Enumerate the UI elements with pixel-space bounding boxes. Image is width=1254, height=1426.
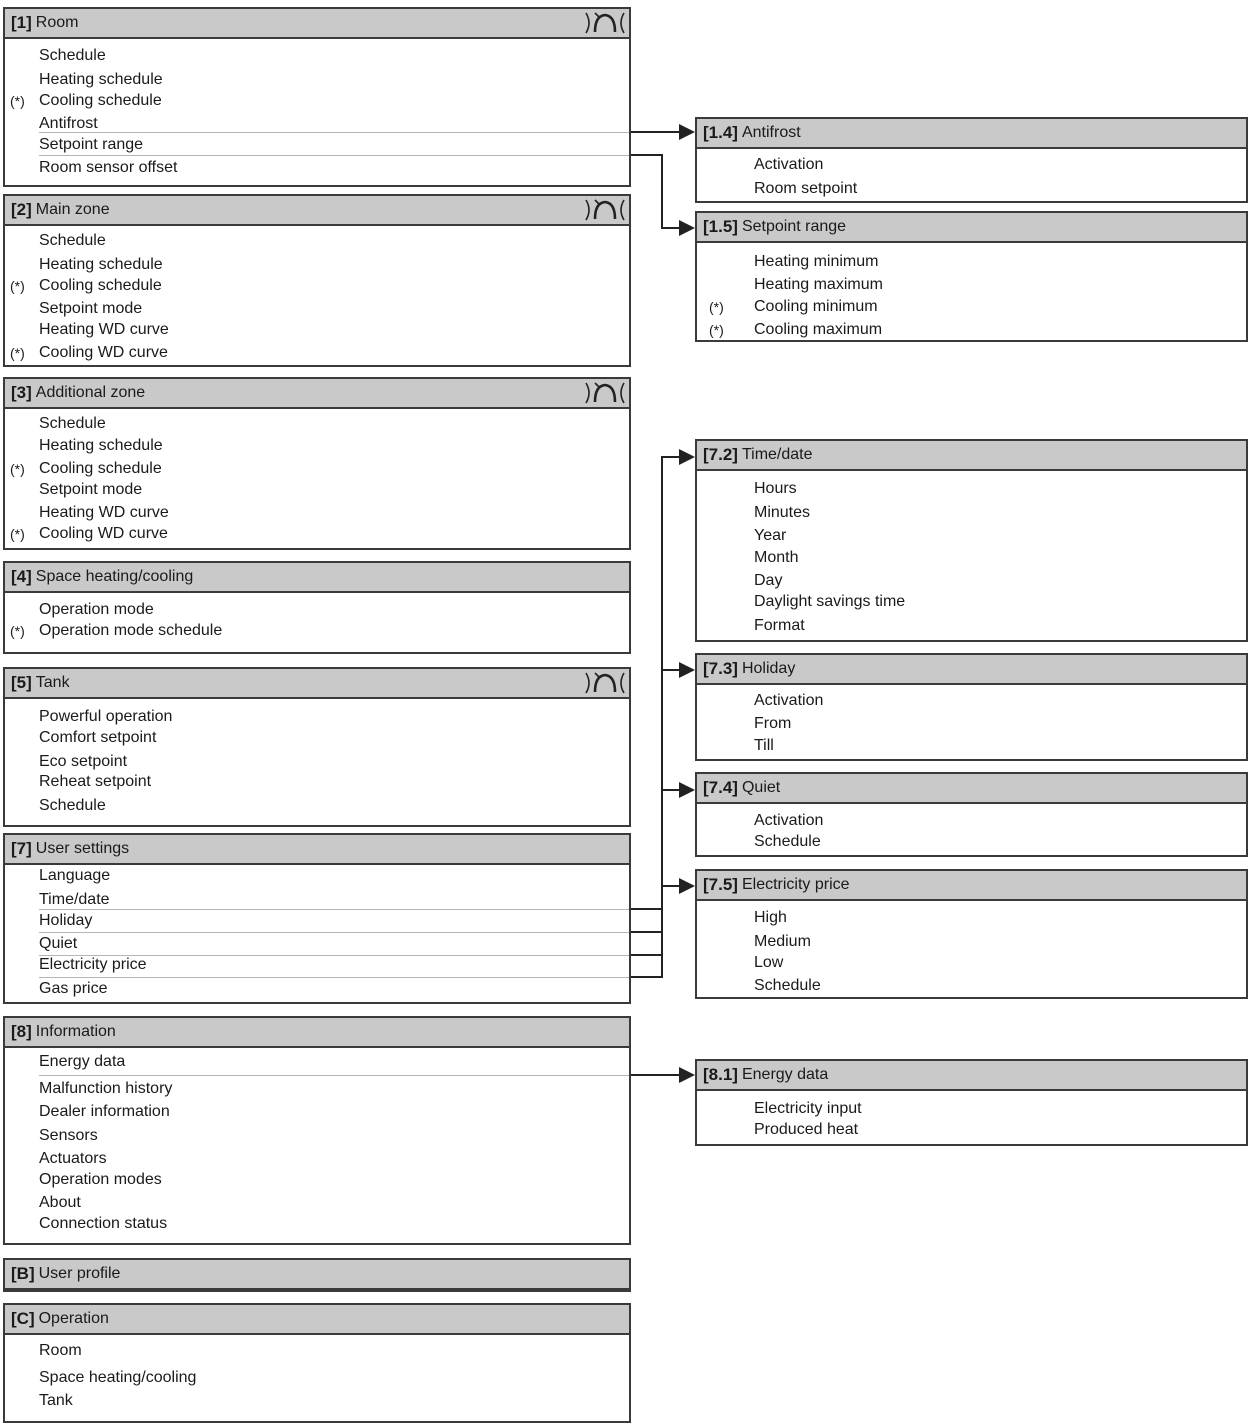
menu-title: Main zone bbox=[35, 201, 110, 218]
option-marker: (*) bbox=[10, 461, 25, 477]
menu-code: [7.4] bbox=[703, 778, 738, 797]
menu-code: [7] bbox=[11, 839, 32, 858]
menu-item-label: About bbox=[39, 1194, 81, 1211]
menu-item-label: Time/date bbox=[39, 891, 110, 908]
menu-code: [1.4] bbox=[703, 123, 738, 142]
menu-title: Antifrost bbox=[741, 124, 801, 141]
menu-item-label: Produced heat bbox=[754, 1121, 859, 1138]
menu-title: Quiet bbox=[741, 779, 781, 796]
menu-title: Energy data bbox=[741, 1066, 829, 1083]
option-marker: (*) bbox=[10, 345, 25, 361]
menu-title: Electricity price bbox=[741, 876, 850, 893]
menu-item-label: Schedule bbox=[754, 833, 821, 850]
menu-item-label: Language bbox=[39, 867, 111, 884]
menu-item-label: Year bbox=[754, 527, 787, 544]
menu-code: [7.2] bbox=[703, 445, 738, 464]
link-setpoint-range bbox=[631, 155, 693, 228]
link-time-date bbox=[631, 457, 693, 977]
menu-item-label: Heating WD curve bbox=[39, 504, 169, 521]
menu-code: [C] bbox=[11, 1309, 35, 1328]
menu-item-label: Setpoint mode bbox=[39, 481, 143, 498]
menu-item-label: Room sensor offset bbox=[39, 159, 178, 176]
menu-item-label: Activation bbox=[754, 156, 824, 173]
menu-title: Additional zone bbox=[35, 384, 146, 401]
menu-item-label: Daylight savings time bbox=[754, 593, 906, 610]
menu-item-label: Minutes bbox=[754, 504, 811, 521]
menu-item-label: Setpoint mode bbox=[39, 300, 143, 317]
menu-item-label: Cooling schedule bbox=[39, 460, 162, 477]
option-marker: (*) bbox=[10, 526, 25, 542]
menu-item-label: Schedule bbox=[754, 977, 821, 994]
menu-item-label: Tank bbox=[39, 1392, 73, 1409]
menu-item-label: Holiday bbox=[39, 912, 93, 929]
menu-item-label: Schedule bbox=[39, 47, 106, 64]
menu-item-label: Low bbox=[754, 954, 784, 971]
option-marker: (*) bbox=[709, 322, 724, 338]
menu-item-label: Activation bbox=[754, 692, 824, 709]
menu-code: [1.5] bbox=[703, 217, 738, 236]
menu-item-label: Cooling schedule bbox=[39, 92, 162, 109]
menu-code: [8] bbox=[11, 1022, 32, 1041]
menu-item-label: Cooling schedule bbox=[39, 277, 162, 294]
menu-code: [7.3] bbox=[703, 659, 738, 678]
menu-title: Holiday bbox=[741, 660, 796, 677]
menu-item-label: Activation bbox=[754, 812, 824, 829]
menu-item-label: Setpoint range bbox=[39, 136, 144, 153]
menu-item-label: High bbox=[754, 909, 787, 926]
menu-item-label: Space heating/cooling bbox=[39, 1369, 197, 1386]
menu-item-label: Room bbox=[39, 1342, 82, 1359]
menu-item-label: Room setpoint bbox=[754, 180, 858, 197]
menu-item-label: Electricity input bbox=[754, 1100, 862, 1117]
menu-item-label: Antifrost bbox=[39, 115, 98, 132]
menu-code: [3] bbox=[11, 383, 32, 402]
option-marker: (*) bbox=[10, 278, 25, 294]
menu-item-label: Powerful operation bbox=[39, 708, 173, 725]
menu-item-label: Heating schedule bbox=[39, 71, 163, 88]
menu-item-label: Energy data bbox=[39, 1053, 126, 1070]
menu-item-label: From bbox=[754, 715, 792, 732]
menu-item-label: Gas price bbox=[39, 980, 108, 997]
menu-item-label: Format bbox=[754, 617, 805, 634]
menu-title: Operation bbox=[38, 1310, 109, 1327]
option-marker: (*) bbox=[10, 623, 25, 639]
menu-title: Time/date bbox=[741, 446, 813, 463]
menu-item-label: Actuators bbox=[39, 1150, 107, 1167]
menu-item-label: Heating schedule bbox=[39, 256, 163, 273]
menu-item-label: Month bbox=[754, 549, 799, 566]
menu-item-label: Schedule bbox=[39, 415, 106, 432]
menu-code: [8.1] bbox=[703, 1065, 738, 1084]
menu-item-label: Quiet bbox=[39, 935, 78, 952]
menu-item-label: Till bbox=[754, 737, 774, 754]
menu-item-label: Malfunction history bbox=[39, 1080, 173, 1097]
menu-code: [4] bbox=[11, 567, 32, 586]
menu-code: [2] bbox=[11, 200, 32, 219]
menu-code: [5] bbox=[11, 673, 32, 692]
menu-item-label: Cooling minimum bbox=[754, 298, 878, 315]
menu-title: Tank bbox=[35, 674, 70, 691]
menu-code: [7.5] bbox=[703, 875, 738, 894]
menu-item-label: Operation mode schedule bbox=[39, 622, 223, 639]
menu-code: [1] bbox=[11, 13, 32, 32]
menu-item-label: Eco setpoint bbox=[39, 753, 128, 770]
menu-item-label: Cooling WD curve bbox=[39, 344, 168, 361]
option-marker: (*) bbox=[10, 93, 25, 109]
menu-title: Setpoint range bbox=[741, 218, 847, 235]
menu-item-label: Comfort setpoint bbox=[39, 729, 157, 746]
menu-item-label: Electricity price bbox=[39, 956, 147, 973]
menu-item-label: Sensors bbox=[39, 1127, 98, 1144]
menu-item-label: Connection status bbox=[39, 1215, 168, 1232]
menu-item-label: Heating minimum bbox=[754, 253, 879, 270]
menu-item-label: Cooling maximum bbox=[754, 321, 883, 338]
menu-title: User profile bbox=[38, 1265, 121, 1282]
menu-item-label: Heating maximum bbox=[754, 276, 883, 293]
menu-item-label: Dealer information bbox=[39, 1103, 170, 1120]
menu-item-label: Medium bbox=[754, 933, 811, 950]
menu-code: [B] bbox=[11, 1264, 35, 1283]
menu-title: Space heating/cooling bbox=[35, 568, 194, 585]
menu-title: Information bbox=[35, 1023, 116, 1040]
menu-item-label: Operation mode bbox=[39, 601, 154, 618]
menu-item-label: Schedule bbox=[39, 232, 106, 249]
menu-title: Room bbox=[35, 14, 79, 31]
menu-item-label: Heating WD curve bbox=[39, 321, 169, 338]
menu-item-label: Operation modes bbox=[39, 1171, 162, 1188]
menu-item-label: Cooling WD curve bbox=[39, 525, 168, 542]
menu-item-label: Schedule bbox=[39, 797, 106, 814]
menu-item-label: Heating schedule bbox=[39, 437, 163, 454]
menu-item-label: Day bbox=[754, 572, 783, 589]
menu-item-label: Reheat setpoint bbox=[39, 773, 152, 790]
menu-title: User settings bbox=[35, 840, 130, 857]
option-marker: (*) bbox=[709, 299, 724, 315]
menu-item-label: Hours bbox=[754, 480, 797, 497]
